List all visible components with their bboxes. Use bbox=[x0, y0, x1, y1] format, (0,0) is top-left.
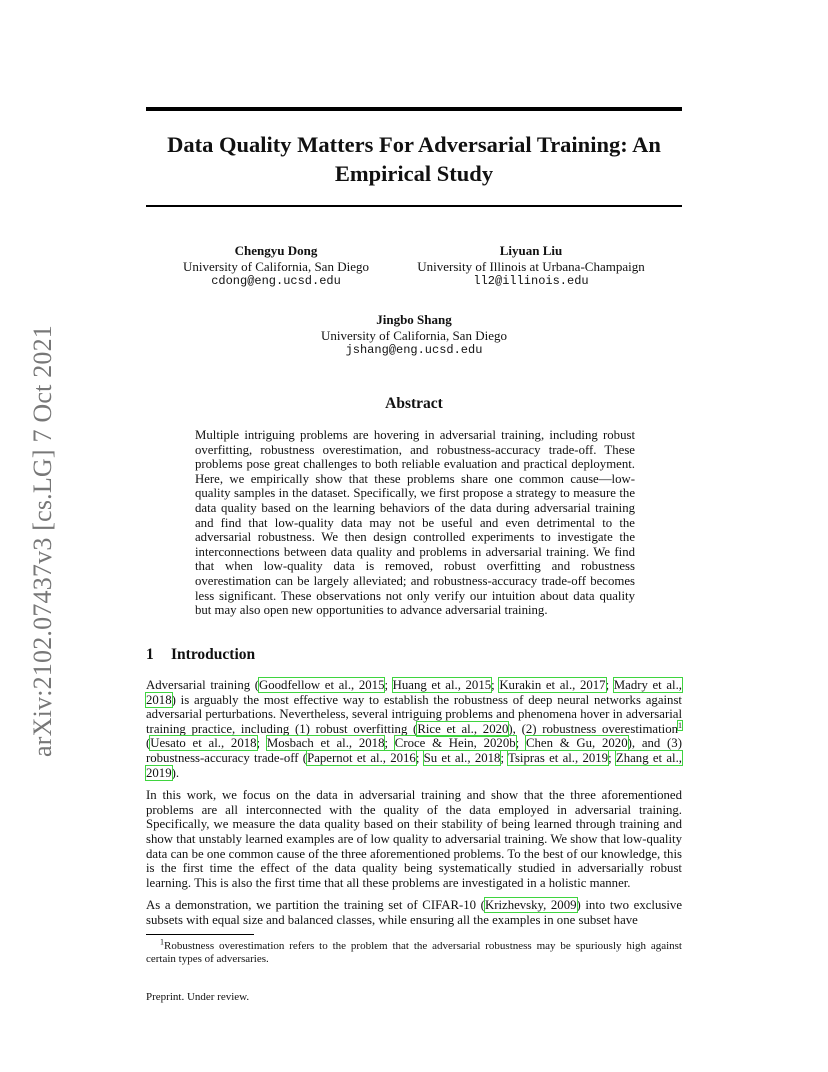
title-top-rule bbox=[146, 107, 682, 111]
author-affiliation: University of Illinois at Urbana-Champaign bbox=[417, 258, 645, 274]
text: ). bbox=[171, 765, 180, 780]
author-email: cdong@eng.ucsd.edu bbox=[211, 274, 341, 288]
text: ; bbox=[256, 736, 267, 751]
footnote-rule bbox=[146, 934, 254, 935]
intro-paragraph-2: In this work, we focus on the data in adversarial training and show that the three aforementioned problems are all interconnected with the quality of the data employed in adversarial training. Specifically, we measure the data quality based on their stability of being learned through training and show that unstably learned examples are of low quality to adversarial training. We show that low-quality data can be one common cause of the three aforementioned problems. To the best of our knowledge, this is the first time the effect of the data quality being systematically studied in adversarially robust learning. This is also the first time that all these problems are investigated in a holistic manner. bbox=[146, 788, 682, 890]
text: ; bbox=[500, 750, 509, 765]
author-block bbox=[400, 243, 662, 290]
author-email: jshang@eng.ucsd.edu bbox=[345, 343, 483, 357]
text: ; bbox=[384, 736, 395, 751]
text: ), (2) robustness overestimation bbox=[508, 721, 678, 736]
citation-link[interactable]: Papernot et al., 2016 bbox=[307, 750, 416, 765]
citation-link[interactable]: Tsipras et al., 2019 bbox=[508, 750, 609, 765]
citation-link[interactable]: Krizhevsky, 2009 bbox=[484, 898, 577, 913]
citation-link[interactable]: Goodfellow et al., 2015 bbox=[259, 678, 385, 692]
footnote-mark: 1 bbox=[160, 937, 164, 947]
footnote bbox=[146, 937, 682, 966]
title-bottom-rule bbox=[146, 205, 682, 207]
text: ( bbox=[146, 736, 151, 751]
citation-link[interactable]: Su et al., 2018 bbox=[423, 750, 501, 765]
text: ; bbox=[415, 750, 424, 765]
citation-link[interactable]: Zhang et al., 2019 bbox=[146, 750, 682, 780]
text: ; bbox=[384, 678, 393, 692]
author-affiliation: University of California, San Diego bbox=[321, 327, 507, 343]
text: ) is arguably the most effective way to establish the robustness of deep neural networks against adversarial perturbations. Nevertheless, several intriguing problems and phenomena hover in adversarial training practice, including (1) robust overfitting ( bbox=[146, 692, 682, 736]
paper-title: Data Quality Matters For Adversarial Training: An Empirical Study bbox=[167, 132, 661, 186]
text: ) into two exclusive subsets with equal size and balanced classes, while ensuring all the examples in one subset have bbox=[146, 898, 682, 927]
author-affiliation: University of California, San Diego bbox=[183, 258, 369, 274]
abstract-text: Multiple intriguing problems are hovering in adversarial training, including robust overfitting, robustness overestimation, and robustness-accuracy trade-off. These problems pose great challenges to both reliable evaluation and practical deployment. Here, we empirically show that these problems share one common cause—low-quality samples in the dataset. Specifically, we first propose a strategy to measure the data quality based on the learning behaviors of the data during adversarial training and find that low-quality data may not be useful and even detrimental to the adversarial robustness. We then design controlled experiments to investigate the interconnections between data quality and problems in adversarial training. We find that when low-quality data is removed, robust overfitting and robustness overestimation can be largely alleviated; and robustness-accuracy trade-off becomes less significant. These observations not only verify our intuition about data quality but may also open new opportunities to advance adversarial training. bbox=[195, 428, 635, 618]
text: ; bbox=[605, 678, 614, 692]
author-block bbox=[156, 243, 396, 290]
text: As a demonstration, we partition the training set of CIFAR-10 ( bbox=[146, 898, 485, 913]
footnote-marker-link[interactable]: 1 bbox=[678, 720, 682, 730]
intro-paragraph-1 bbox=[146, 678, 682, 780]
section-number: 1 bbox=[146, 646, 154, 663]
citation-link[interactable]: Mosbach et al., 2018 bbox=[266, 736, 385, 751]
text: ; bbox=[608, 750, 616, 765]
text: ), and (3) robustness-accuracy trade-off ( bbox=[146, 736, 682, 765]
section-heading bbox=[146, 646, 255, 664]
intro-paragraph-3 bbox=[146, 898, 682, 927]
citation-link[interactable]: Croce & Hein, 2020b bbox=[394, 736, 516, 751]
citation-link[interactable]: Rice et al., 2020 bbox=[417, 721, 509, 736]
arxiv-sidebar-stamp: arXiv:2102.07437v3 [cs.LG] 7 Oct 2021 bbox=[28, 325, 57, 757]
author-name: Liyuan Liu bbox=[499, 243, 563, 258]
citation-link[interactable]: Kurakin et al., 2017 bbox=[499, 678, 606, 692]
citation-link[interactable]: Huang et al., 2015 bbox=[392, 678, 492, 692]
footnote-text: Robustness overestimation refers to the problem that the adversarial robustness may be spuriously high against certain types of adversaries. bbox=[146, 940, 682, 965]
text: ; bbox=[491, 678, 500, 692]
citation-link[interactable]: Chen & Gu, 2020 bbox=[525, 736, 628, 751]
author-block bbox=[294, 312, 534, 359]
author-name: Jingbo Shang bbox=[376, 312, 452, 327]
text: ; bbox=[515, 736, 526, 751]
author-email: ll2@illinois.edu bbox=[473, 274, 589, 288]
section-title: Introduction bbox=[171, 646, 256, 663]
text: Adversarial training ( bbox=[146, 678, 260, 692]
section-body bbox=[146, 678, 682, 936]
abstract-heading: Abstract bbox=[385, 395, 443, 412]
citation-link[interactable]: Madry et al., 2018 bbox=[146, 678, 682, 707]
preprint-note: Preprint. Under review. bbox=[146, 991, 250, 1003]
citation-link[interactable]: Uesato et al., 2018 bbox=[150, 736, 257, 751]
author-name: Chengyu Dong bbox=[234, 243, 318, 258]
